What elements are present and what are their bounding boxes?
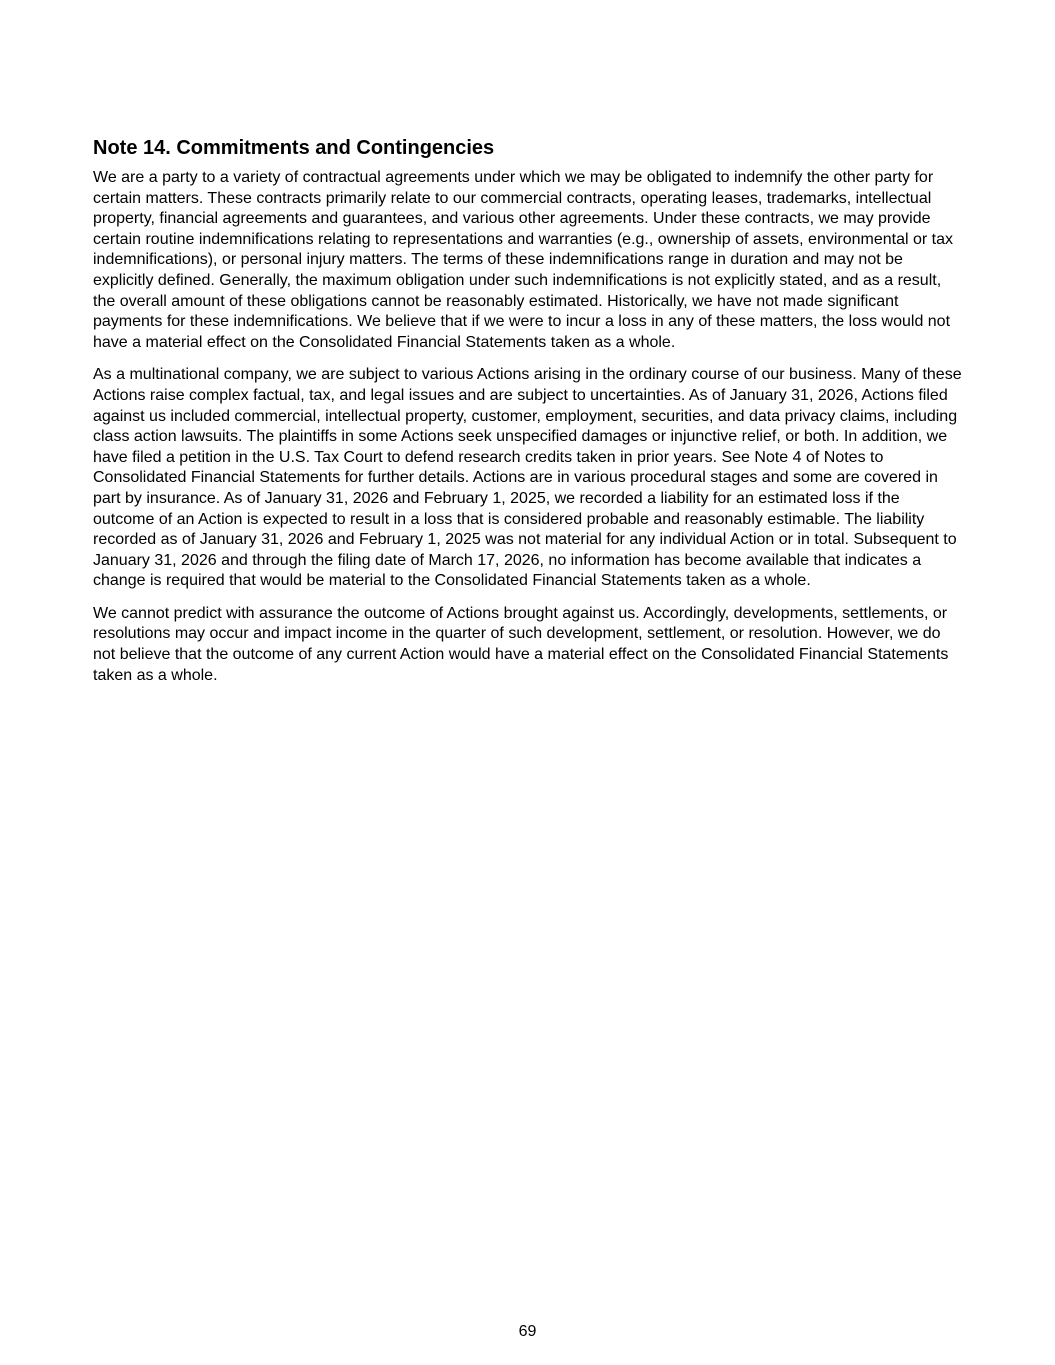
outcome-paragraph: We cannot predict with assurance the outcome of Actions brought against us. Accordingly, developments, settlements, or resolutions may occur and impact income in the quarter of such development, settlement, or resolution. However, we do not believe that the outcome of any current Action would have a material effect on the Consolidated Financial Statements taken as a whole. — [93, 604, 949, 684]
note-section — [93, 135, 963, 698]
actions-paragraph: As a multinational company, we are subject to various Actions arising in the ordinary course of our business. Many of these Actions raise complex factual, tax, and legal issues and are subject to uncertainties. As of January 31, 2026, Actions filed against us included commercial, intellectual property, customer, employment, securities, and data privacy claims, including class action lawsuits. The plaintiffs in some Actions seek unspecified damages or injunctive relief, or both. In addition, we have filed a petition in the U.S. Tax Court to defend research credits taken in prior years. See Note 4 of Notes to Consolidated Financial Statements for further details. Actions are in various procedural stages and some are covered in part by insurance. As of January 31, 2026 and February 1, 2025, we recorded a liability for an estimated loss if the outcome of an Action is expected to result in a loss that is considered probable and reasonably estimable. The liability recorded as of January 31, 2026 and February 1, 2025 was not material for any individual Action or in total. Subsequent to January 31, 2026 and through the filing date of March 17, 2026, no information has become available that indicates a change is required that would be material to the Consolidated Financial Statements taken as a whole. — [93, 366, 962, 590]
note-heading: Note 14. Commitments and Contingencies — [93, 137, 495, 159]
indemnification-paragraph: We are a party to a variety of contractual agreements under which we may be obligated to indemnify the other party for certain matters. These contracts primarily relate to our commercial contracts, operating leases, trademarks, intellectual property, financial agreements and guarantees, and various other agreements. Under these contracts, we may provide certain routine indemnifications relating to representations and warranties (e.g., ownership of assets, environmental or tax indemnifications), or personal injury matters. The terms of these indemnifications range in duration and may not be explicitly defined. Generally, the maximum obligation under such indemnifications is not explicitly stated, and as a result, the overall amount of these obligations cannot be reasonably estimated. Historically, we have not made significant payments for these indemnifications. We believe that if we were to incur a loss in any of these matters, the loss would not have a material effect on the Consolidated Financial Statements taken as a whole. — [93, 169, 954, 351]
page-number: 69 — [518, 1323, 537, 1340]
